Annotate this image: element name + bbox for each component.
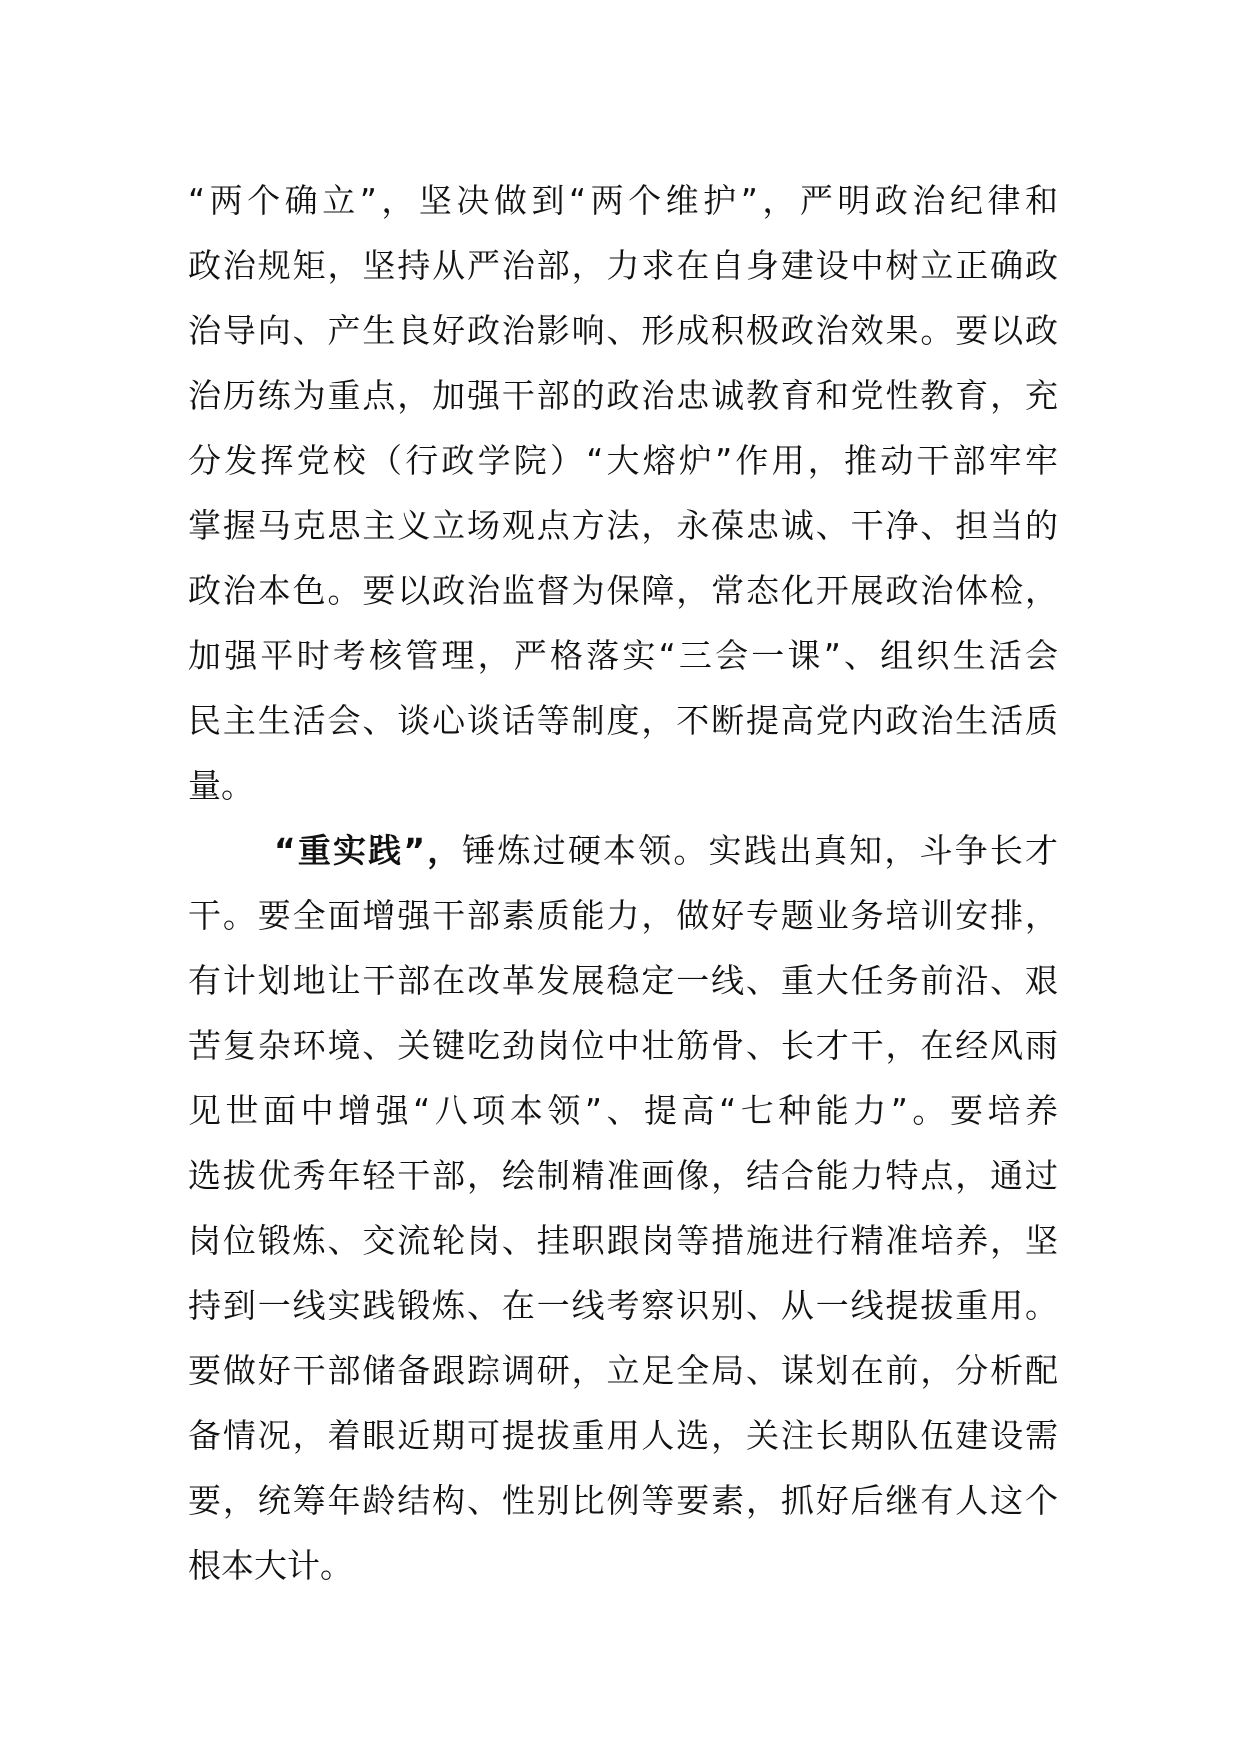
text-line: 政治本色。要以政治监督为保障，常态化开展政治体检， bbox=[188, 571, 1058, 610]
text-line bbox=[188, 818, 1058, 883]
paragraph-political-building bbox=[188, 168, 1058, 818]
document-body bbox=[188, 168, 1058, 1598]
text-line: 要，统筹年龄结构、性别比例等要素，抓好后继有人这个 bbox=[188, 1481, 1058, 1520]
text-line: 量。 bbox=[188, 766, 254, 805]
text-line: 见世面中增强“八项本领”、提高“七种能力”。要培养 bbox=[188, 1091, 1058, 1130]
text-line: 治历练为重点，加强干部的政治忠诚教育和党性教育，充 bbox=[188, 376, 1058, 415]
text-line: 民主生活会、谈心谈话等制度，不断提高党内政治生活质 bbox=[188, 701, 1058, 740]
text-line: 要做好干部储备跟踪调研，立足全局、谋划在前，分析配 bbox=[188, 1351, 1058, 1390]
text-line: 加强平时考核管理，严格落实“三会一课”、组织生活会 bbox=[188, 636, 1058, 675]
text-line: 干。要全面增强干部素质能力，做好专题业务培训安排， bbox=[188, 896, 1058, 935]
text-line: 备情况，着眼近期可提拔重用人选，关注长期队伍建设需 bbox=[188, 1416, 1058, 1455]
section-heading: “重实践”， bbox=[274, 831, 463, 870]
text-line: 有计划地让干部在改革发展稳定一线、重大任务前沿、艰 bbox=[188, 961, 1058, 1000]
text-line: 治导向、产生良好政治影响、形成积极政治效果。要以政 bbox=[188, 311, 1058, 350]
paragraph-practice bbox=[188, 818, 1058, 1598]
text-line: 苦复杂环境、关键吃劲岗位中壮筋骨、长才干，在经风雨 bbox=[188, 1026, 1058, 1065]
text-line: 岗位锻炼、交流轮岗、挂职跟岗等措施进行精准培养，坚 bbox=[188, 1221, 1058, 1260]
text-line: 根本大计。 bbox=[188, 1546, 353, 1585]
text-line: 持到一线实践锻炼、在一线考察识别、从一线提拔重用。 bbox=[188, 1286, 1058, 1325]
heading-line-rest: 锤炼过硬本领。实践出真知，斗争长才 bbox=[462, 831, 1058, 870]
text-line: 选拔优秀年轻干部，绘制精准画像，结合能力特点，通过 bbox=[188, 1156, 1058, 1195]
text-line: 掌握马克思主义立场观点方法，永葆忠诚、干净、担当的 bbox=[188, 506, 1058, 545]
text-line: 政治规矩，坚持从严治部，力求在自身建设中树立正确政 bbox=[188, 246, 1058, 285]
text-line: 分发挥党校（行政学院）“大熔炉”作用，推动干部牢牢 bbox=[188, 441, 1058, 480]
text-line: “两个确立”，坚决做到“两个维护”，严明政治纪律和 bbox=[188, 181, 1058, 220]
